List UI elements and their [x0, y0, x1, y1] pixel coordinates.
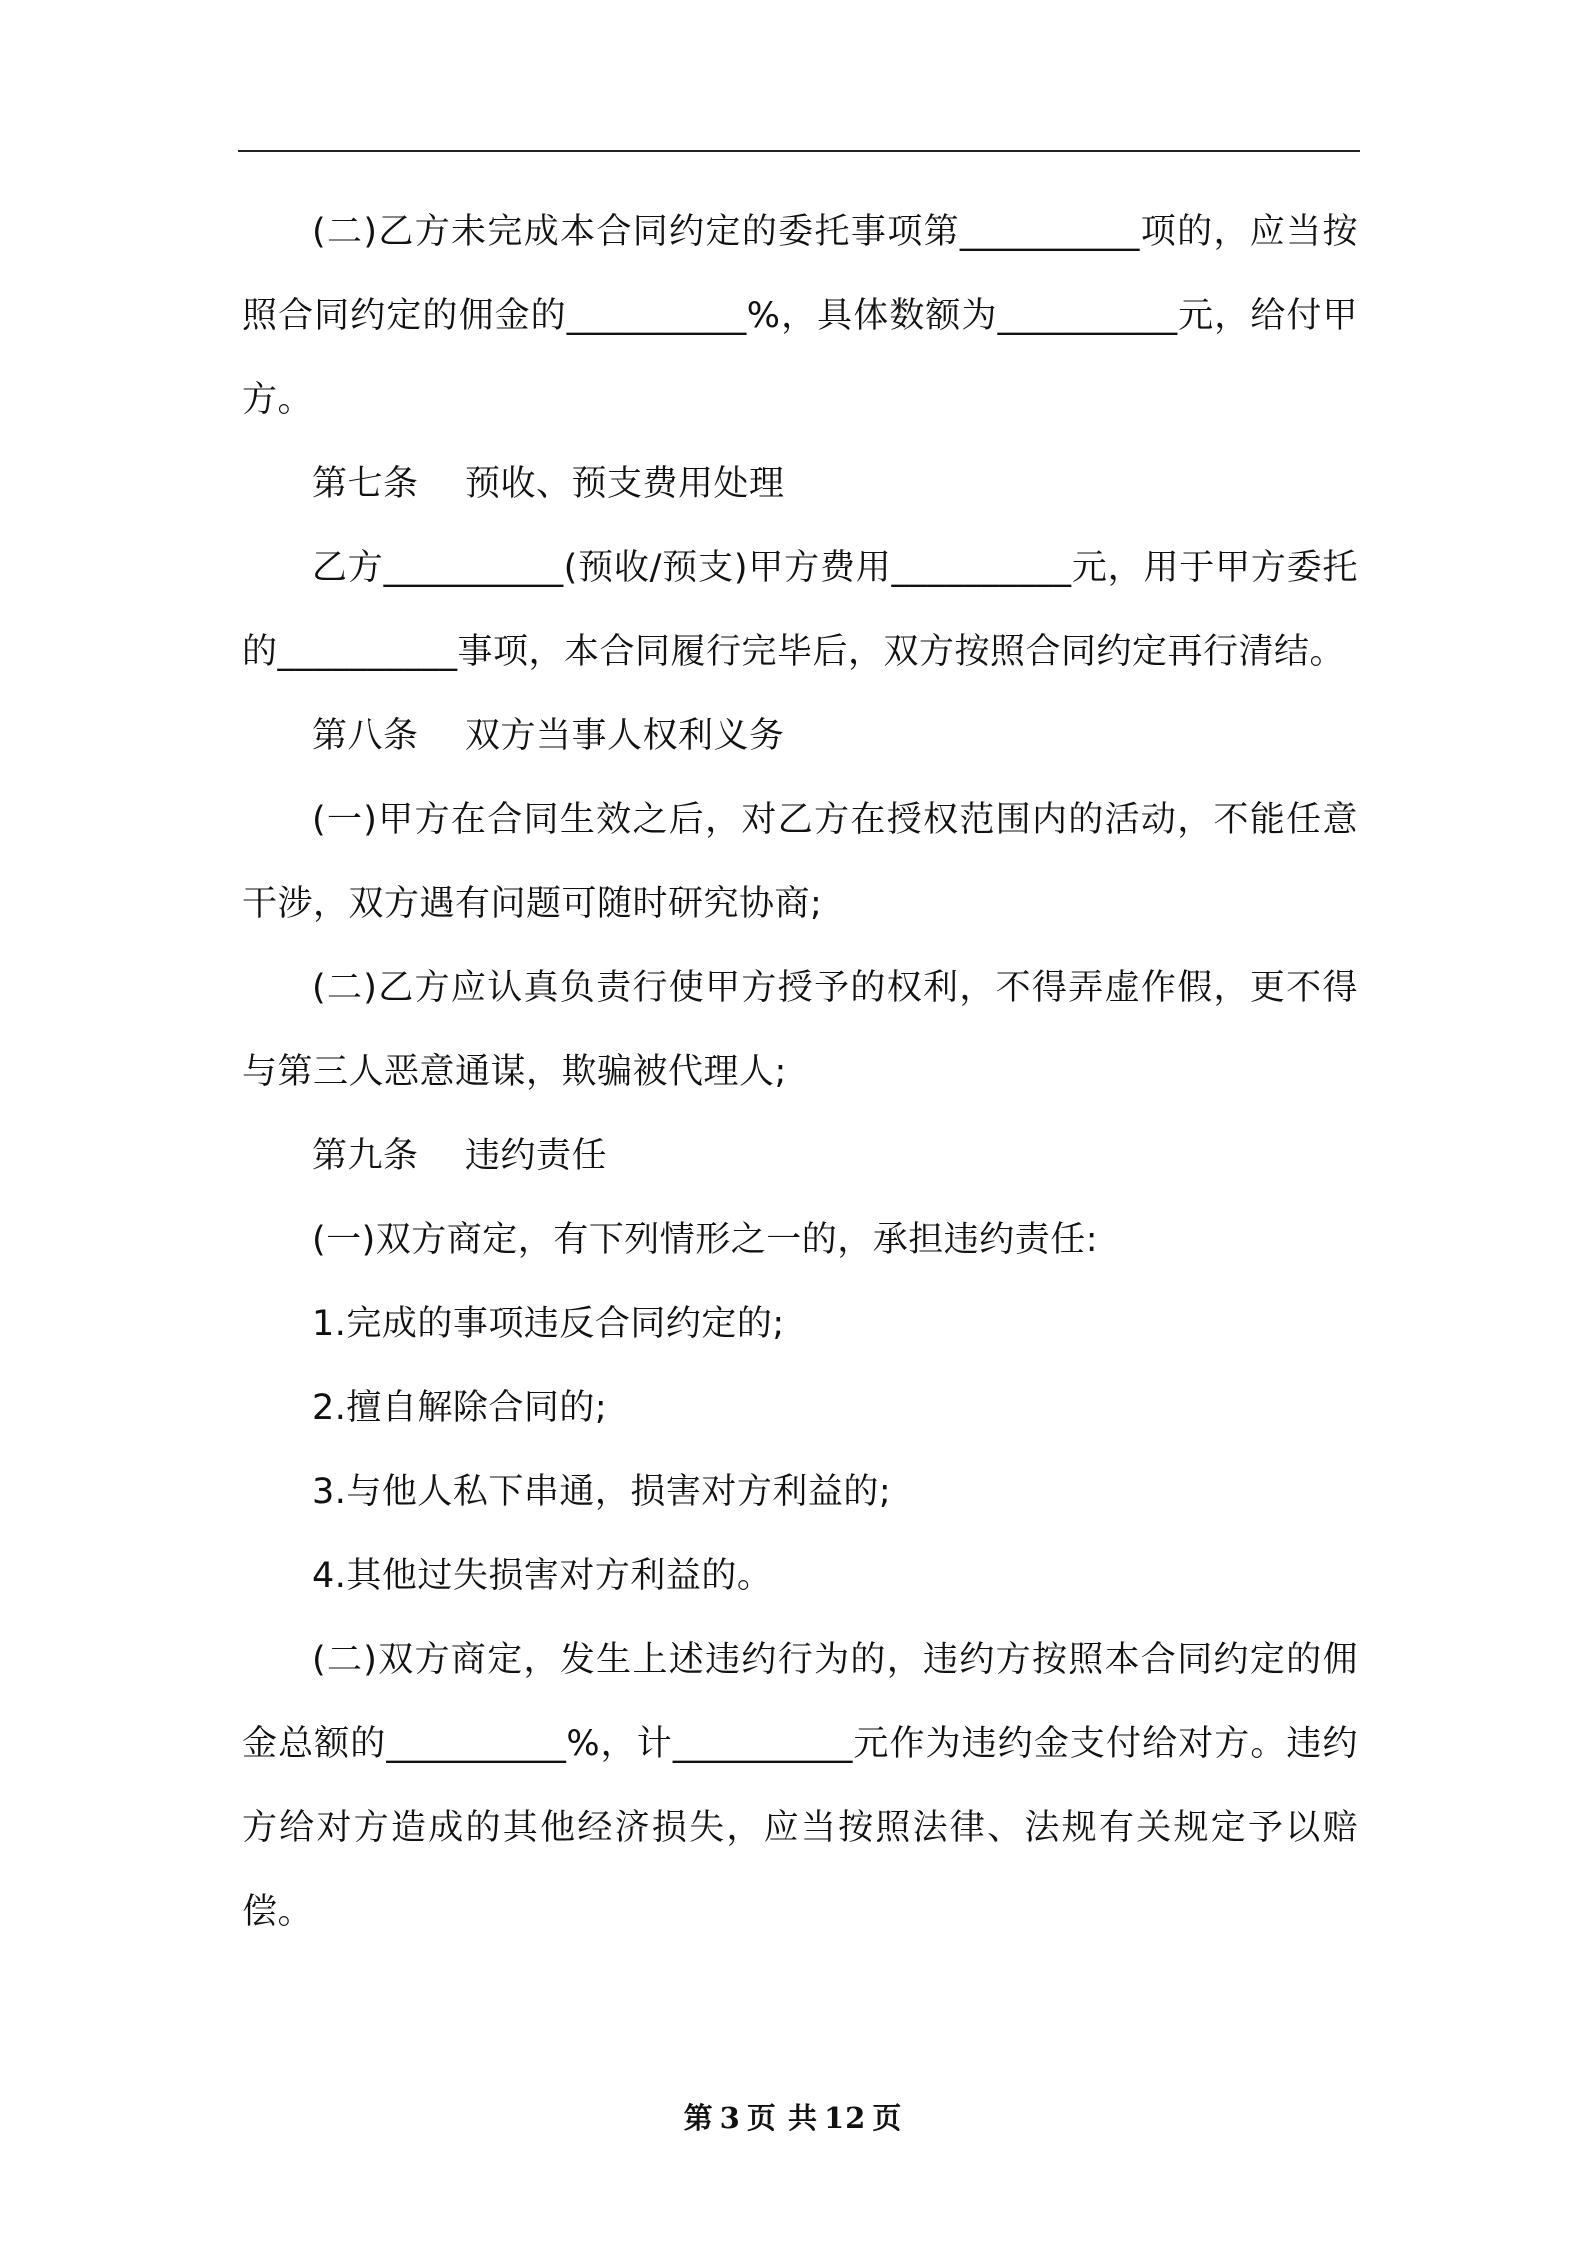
list-item-4: 4.其他过失损害对方利益的。 — [312, 1556, 773, 1596]
paragraph-advance-fees: 乙方__________(预收/预支)甲方费用__________元，用于甲方委托的__________事项，本合同履行完毕后，双方按照合同约定再行清结。 — [242, 548, 1358, 672]
current-page-number: 3 — [719, 2101, 741, 2135]
footer-prefix: 第 — [683, 2101, 714, 2135]
list-item-2: 2.擅自解除合同的; — [312, 1388, 608, 1428]
list-item-1: 1.完成的事项违反合同约定的; — [312, 1304, 785, 1344]
article-7-heading: 第七条 预收、预支费用处理 — [312, 464, 785, 504]
paragraph-party-a-rights: (一)甲方在合同生效之后，对乙方在授权范围内的活动，不能任意干涉，双方遇有问题可随时研究协商; — [242, 800, 1358, 924]
footer-suffix: 页 — [872, 2101, 903, 2135]
page-footer — [0, 2096, 1586, 2137]
article-9-heading: 第九条 违约责任 — [312, 1136, 608, 1176]
paragraph-liquidated-damages: (二)双方商定，发生上述违约行为的，违约方按照本合同约定的佣金总额的__________%，计__________元作为违约金支付给对方。违约方给对方造成的其他经济损失，应当按照法律、法规有关规定予以赔偿。 — [242, 1640, 1358, 1932]
document-body — [242, 190, 1358, 1954]
article-8-heading: 第八条 双方当事人权利义务 — [312, 716, 785, 756]
total-pages-number: 12 — [823, 2101, 867, 2135]
list-item-3: 3.与他人私下串通，损害对方利益的; — [312, 1472, 892, 1512]
paragraph-party-b-duties: (二)乙方应认真负责行使甲方授予的权利，不得弄虚作假，更不得与第三人恶意通谋，欺骗被代理人; — [242, 968, 1358, 1092]
footer-middle: 页 共 — [746, 2101, 818, 2135]
header-rule — [238, 150, 1360, 152]
paragraph-unfinished-commission: (二)乙方未完成本合同约定的委托事项第__________项的，应当按照合同约定的佣金的__________%，具体数额为__________元，给付甲方。 — [242, 212, 1358, 420]
paragraph-breach-conditions: (一)双方商定，有下列情形之一的，承担违约责任: — [312, 1220, 1099, 1260]
